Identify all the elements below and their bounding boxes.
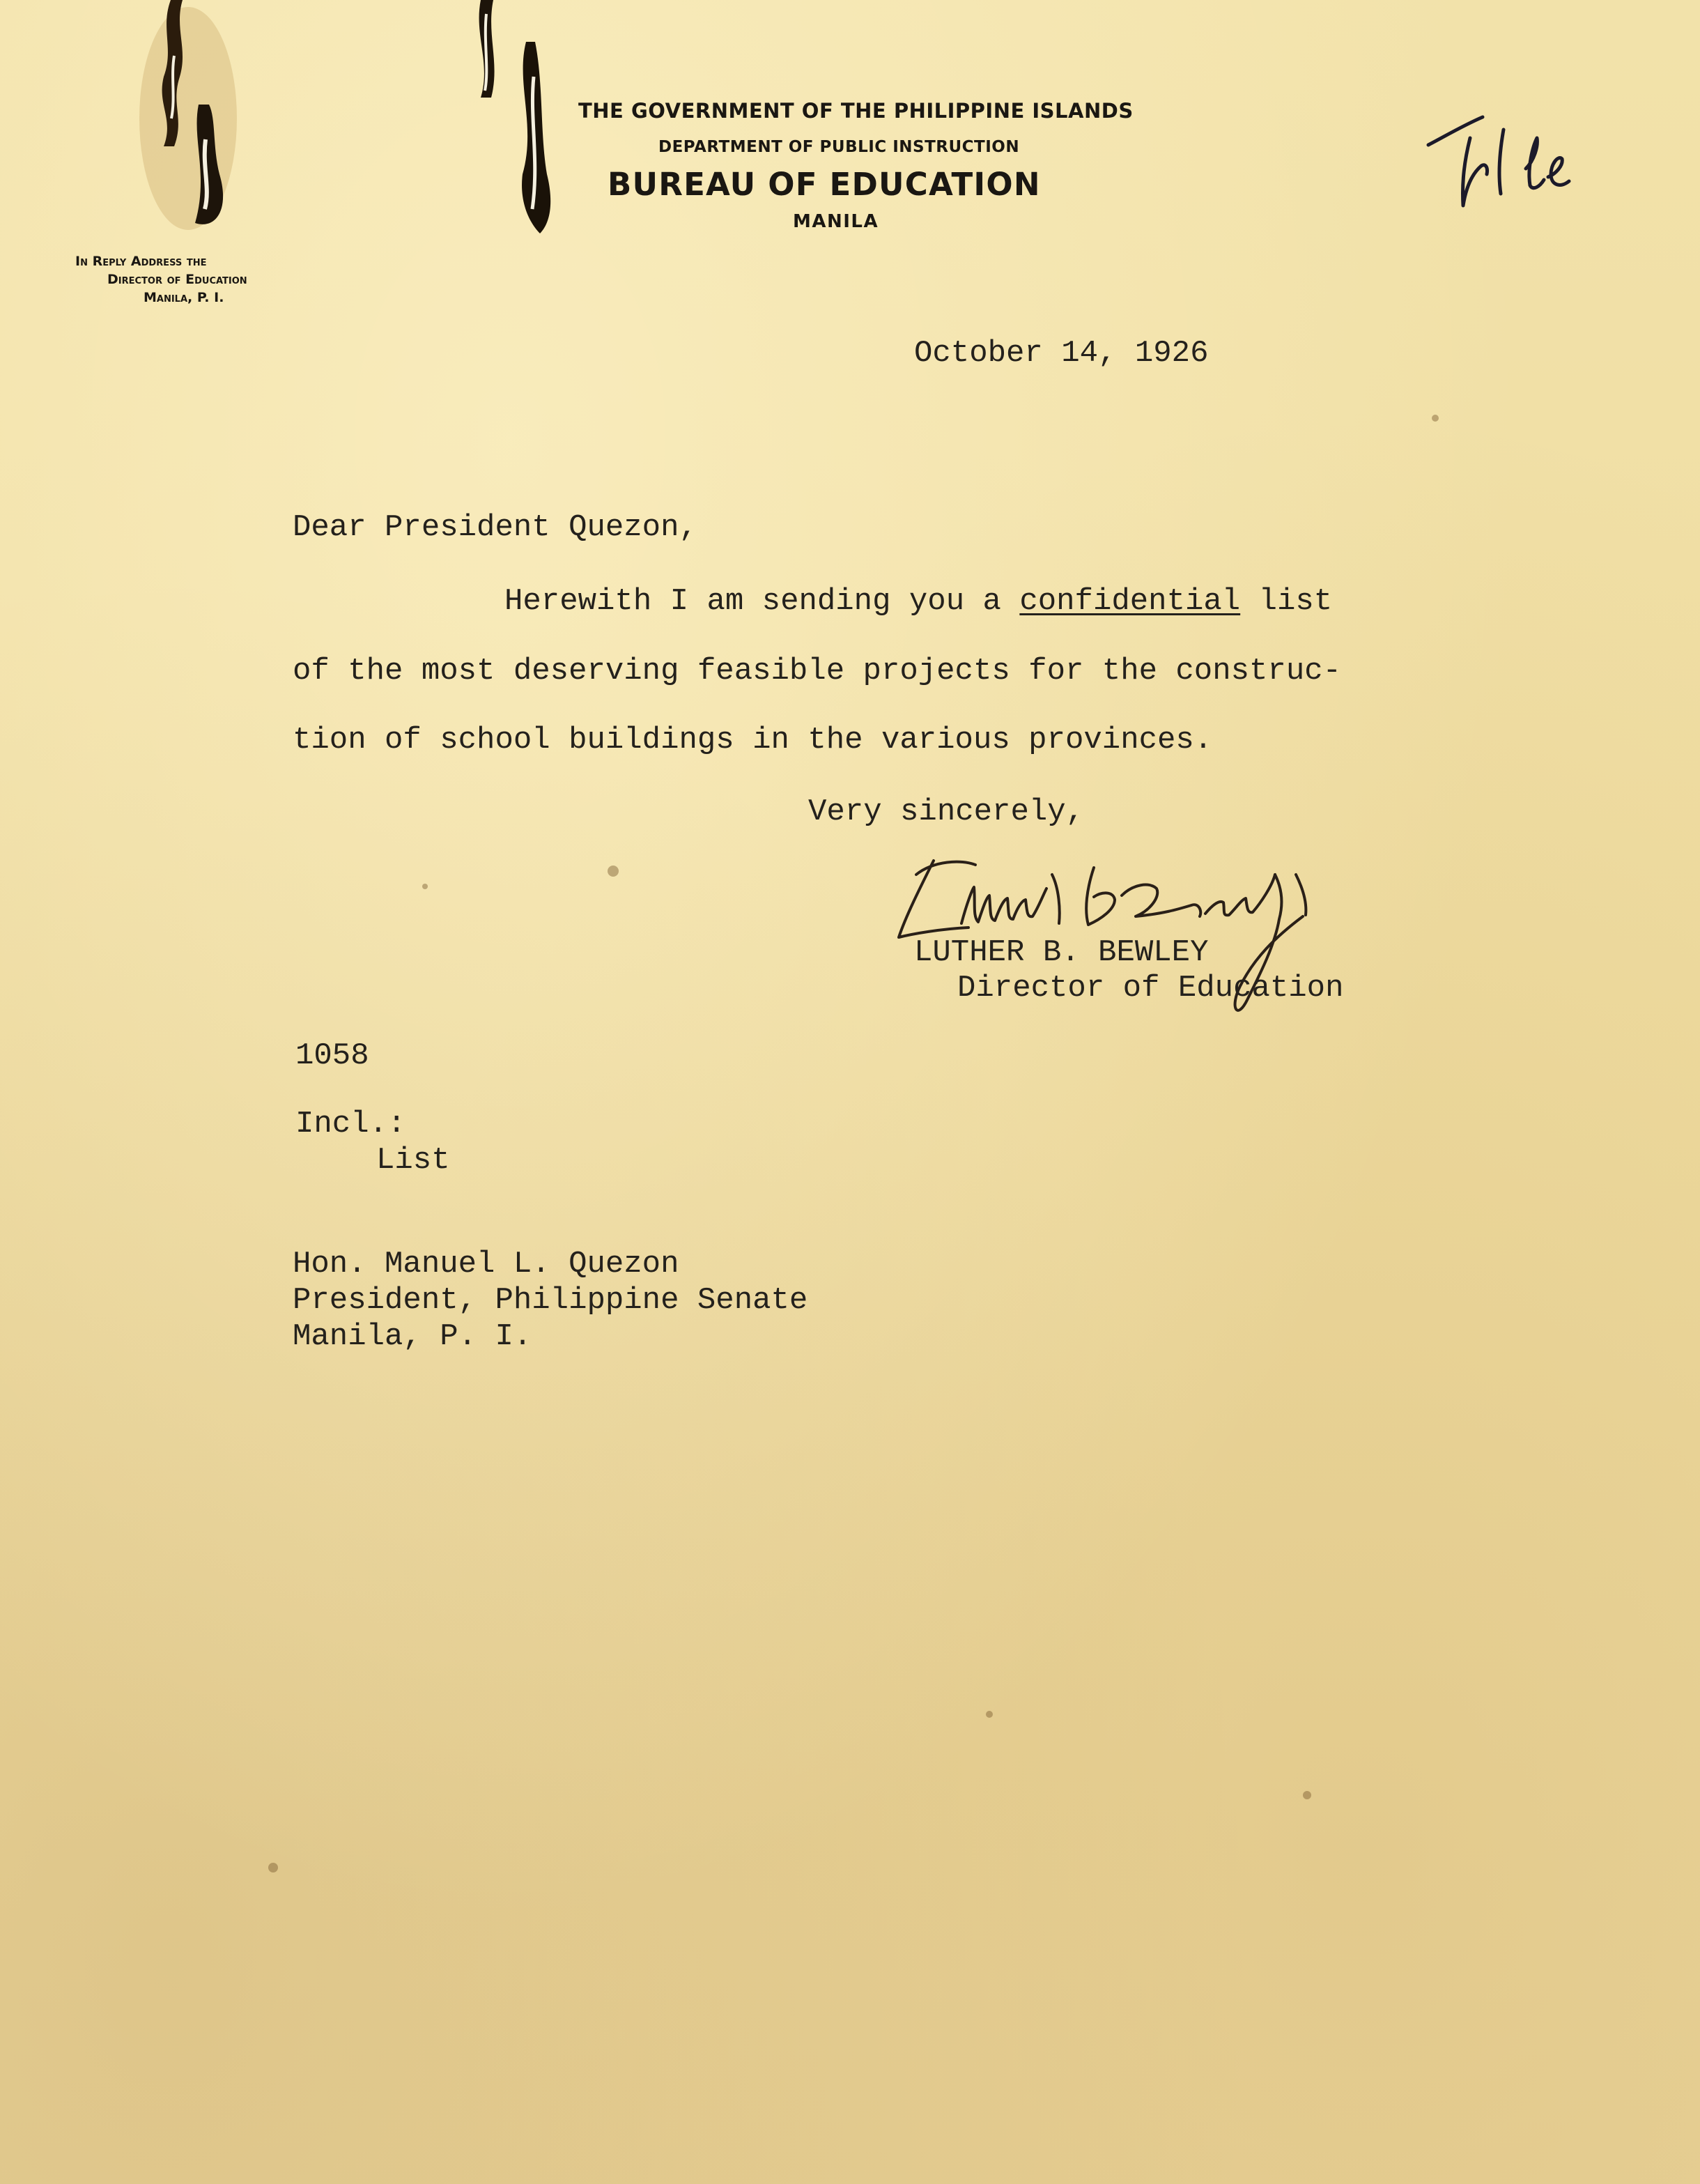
- reply-line-2: Director of Education: [107, 272, 247, 287]
- body-line-1-end: list: [1240, 584, 1333, 619]
- signer-title: Director of Education: [957, 971, 1344, 1006]
- body-line-1-start: Herewith I am sending you a: [504, 584, 1020, 619]
- reply-line-3: Manila, P. I.: [144, 290, 224, 305]
- letterhead-bureau: BUREAU OF EDUCATION: [608, 166, 1041, 203]
- reference-number: 1058: [295, 1038, 369, 1073]
- signer-name: LUTHER B. BEWLEY: [914, 935, 1209, 970]
- letterhead-department: DEPARTMENT OF PUBLIC INSTRUCTION: [658, 138, 1020, 156]
- letterhead-city: MANILA: [793, 211, 879, 232]
- recipient-line-3: Manila, P. I.: [293, 1319, 532, 1354]
- salutation: Dear President Quezon,: [293, 510, 697, 545]
- recipient-line-2: President, Philippine Senate: [293, 1283, 808, 1318]
- body-line-2: of the most deserving feasible projects for the construc-: [293, 654, 1342, 689]
- confidential-underlined: confidential: [1019, 584, 1241, 619]
- closing: Very sincerely,: [808, 794, 1085, 829]
- recipient-line-1: Hon. Manuel L. Quezon: [293, 1247, 679, 1282]
- letter-date: October 14, 1926: [914, 336, 1209, 371]
- enclosure-item: List: [376, 1143, 450, 1178]
- body-line-3: tion of school buildings in the various provinces.: [293, 723, 1213, 758]
- letterhead-government: THE GOVERNMENT OF THE PHILIPPINE ISLANDS: [578, 99, 1134, 123]
- reply-line-1: In Reply Address the: [75, 254, 207, 269]
- enclosure-label: Incl.:: [295, 1107, 406, 1141]
